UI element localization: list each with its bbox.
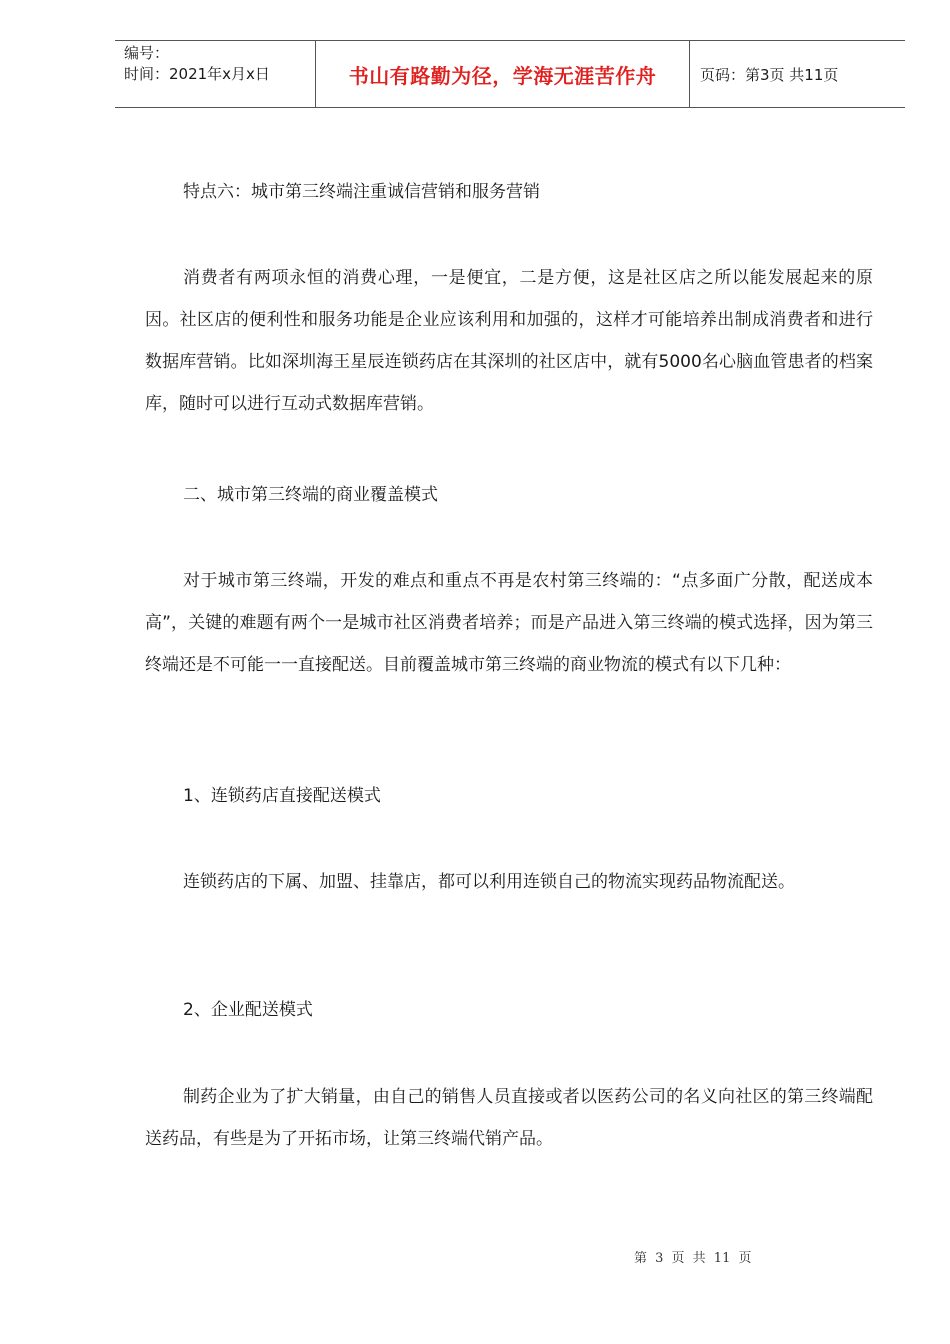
paragraph-coverage-difficulty: 对于城市第三终端，开发的难点和重点不再是农村第三终端的：“点多面广分散，配送成本高”，关键的难题有两个一是城市社区消费者培养；而是产品进入第三终端的模式选择，因为第三终端还是不可能一一直接配送。目前覆盖城市第三终端的商业物流的模式有以下几种： (145, 571, 873, 675)
mode-two-heading: 2、企业配送模式 (183, 1000, 313, 1020)
header-time-label: 时间：2021年x月x日 (124, 65, 270, 83)
header-meta-cell (115, 41, 316, 107)
document-header (115, 40, 905, 108)
page-footer: 第 3 页 共 11 页 (634, 1251, 752, 1266)
paragraph-consumer-psychology: 消费者有两项永恒的消费心理，一是便宜，二是方便，这是社区店之所以能发展起来的原因。社区店的便利性和服务功能是企业应该利用和加强的，这样才可能培养出制成消费者和进行数据库营销。比如深圳海王星辰连锁药店在其深圳的社区店中，就有5000名心脑血管患者的档案库，随时可以进行互动式数据库营销。 (145, 268, 873, 414)
section-two-heading: 二、城市第三终端的商业覆盖模式 (183, 485, 438, 505)
header-number-label: 编号： (124, 44, 170, 62)
paragraph-enterprise-distribution: 制药企业为了扩大销量，由自己的销售人员直接或者以医药公司的名义向社区的第三终端配送药品，有些是为了开拓市场，让第三终端代销产品。 (145, 1087, 873, 1149)
header-page-info: 页码：第3页 共11页 (700, 65, 839, 84)
feature-six-heading: 特点六：城市第三终端注重诚信营销和服务营销 (183, 182, 540, 202)
paragraph-chain-distribution: 连锁药店的下属、加盟、挂靠店，都可以利用连锁自己的物流实现药品物流配送。 (183, 872, 795, 892)
mode-one-heading: 1、连锁药店直接配送模式 (183, 786, 381, 806)
header-motto: 书山有路勤为径，学海无涯苦作舟 (316, 41, 690, 107)
